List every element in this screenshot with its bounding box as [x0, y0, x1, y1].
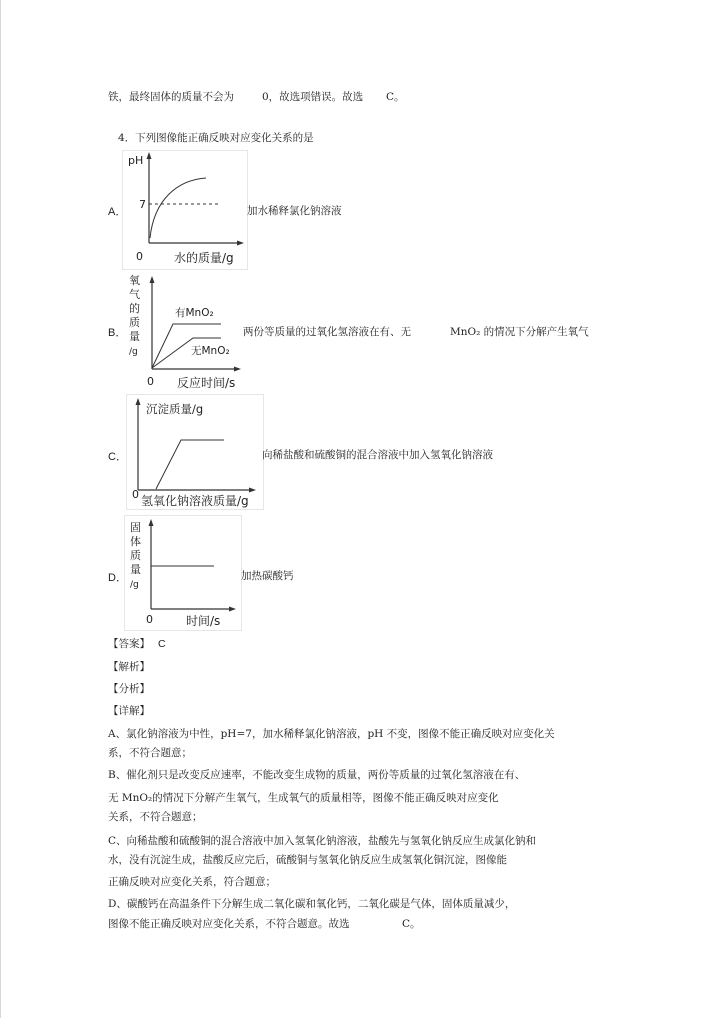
option-a-letter: A．: [108, 206, 127, 218]
svg-text:氧: 氧: [129, 274, 140, 287]
svg-text:质: 质: [129, 316, 140, 329]
chart-d-x-label: 时间/s: [186, 614, 221, 628]
intro-choice: C。: [386, 91, 405, 103]
svg-text:量: 量: [129, 330, 140, 343]
chart-c-origin: 0: [132, 488, 139, 501]
detail-a-line-2: 系，不符合题意；: [108, 747, 192, 759]
svg-text:固: 固: [130, 521, 141, 534]
detail-c-line-1: C、向稀盐酸和硫酸铜的混合溶液中加入氢氧化钠溶液，盐酸先与氢氧化钠反应生成氯化钠和: [108, 835, 537, 847]
chart-a-x-label: 水的质量/g: [174, 251, 234, 265]
chart-b-series-bottom: 无MnO₂: [191, 345, 230, 357]
option-c-letter: C．: [108, 451, 127, 463]
chart-b: [125, 272, 245, 390]
svg-text:/g: /g: [130, 580, 139, 590]
svg-text:/g: /g: [129, 347, 138, 357]
chart-b-series-top: 有MnO₂: [175, 307, 214, 319]
chart-a-origin: 0: [136, 250, 143, 263]
answer-value: C: [158, 638, 166, 650]
option-b-letter: B．: [108, 327, 127, 339]
svg-text:的: 的: [129, 302, 140, 315]
option-c-desc: 向稀盐酸和硫酸铜的混合溶液中加入氢氧化钠溶液: [262, 449, 493, 461]
chart-b-origin: 0: [147, 375, 154, 388]
detail-c-line-2: 水，没有沉淀生成，盐酸反应完后，硫酸铜与氢氧化钠反应生成氢氧化铜沉淀，图像能: [108, 854, 507, 866]
section-jiexi: 【解析】: [108, 661, 150, 673]
page-edge: [0, 0, 1, 1018]
detail-a-line-1: A、氯化钠溶液为中性，pH=7，加水稀释氯化钠溶液，pH 不变，图像不能正确反映对应变化关: [108, 728, 555, 740]
intro-zero: 0，故选项错误。故选: [262, 91, 364, 103]
chart-a: [122, 150, 248, 270]
question-4: 4．下列图像能正确反映对应变化关系的是: [118, 132, 314, 144]
svg-text:气: 气: [129, 288, 140, 301]
section-fenxi: 【分析】: [108, 683, 150, 695]
chart-b-y-label: [129, 273, 140, 357]
section-xiangjie: 【详解】: [108, 705, 150, 717]
svg-text:量: 量: [130, 563, 141, 576]
chart-a-y-mark: 7: [139, 198, 146, 211]
detail-b-line-2: 无 MnO₂的情况下分解产生氧气，生成氧气的质量相等，图像不能正确反映对应变化: [108, 792, 499, 804]
chart-b-x-label: 反应时间/s: [177, 376, 236, 390]
svg-text:体: 体: [130, 535, 141, 548]
detail-c-line-3: 正确反映对应变化关系，符合题意；: [108, 876, 276, 888]
detail-d-choice: C。: [402, 918, 421, 930]
option-b-desc: 两份等质量的过氧化氢溶液在有、无: [243, 326, 411, 338]
chart-c: [126, 394, 264, 510]
answer-label: 【答案】: [108, 638, 150, 650]
detail-b-line-1: B、催化剂只是改变反应速率，不能改变生成物的质量，两份等质量的过氧化氢溶液在有、: [108, 769, 526, 781]
option-d-letter: D．: [108, 572, 127, 584]
svg-text:质: 质: [130, 549, 141, 562]
detail-b-line-3: 关系，不符合题意；: [108, 811, 203, 823]
chart-c-y-label: 沉淀质量/g: [146, 402, 204, 416]
chart-d-origin: 0: [146, 613, 153, 626]
option-a-desc: 加水稀释氯化钠溶液: [247, 205, 342, 217]
chart-c-x-label: 氢氧化钠溶液质量/g: [141, 494, 249, 508]
option-d-desc: 加热碳酸钙: [241, 570, 294, 582]
chart-a-y-label: pH: [128, 154, 144, 167]
option-b-desc-tail: MnO₂ 的情况下分解产生氧气: [450, 326, 589, 338]
detail-d-line-1: D、碳酸钙在高温条件下分解生成二氧化碳和氧化钙，二氧化碳是气体，固体质量减少，: [108, 898, 516, 910]
intro-line: 铁，最终固体的质量不会为: [108, 91, 234, 103]
detail-d-line-2: 图像不能正确反映对应变化关系，不符合题意。故选: [108, 918, 350, 930]
chart-d-y-label: [130, 521, 141, 590]
chart-d: [124, 515, 242, 631]
